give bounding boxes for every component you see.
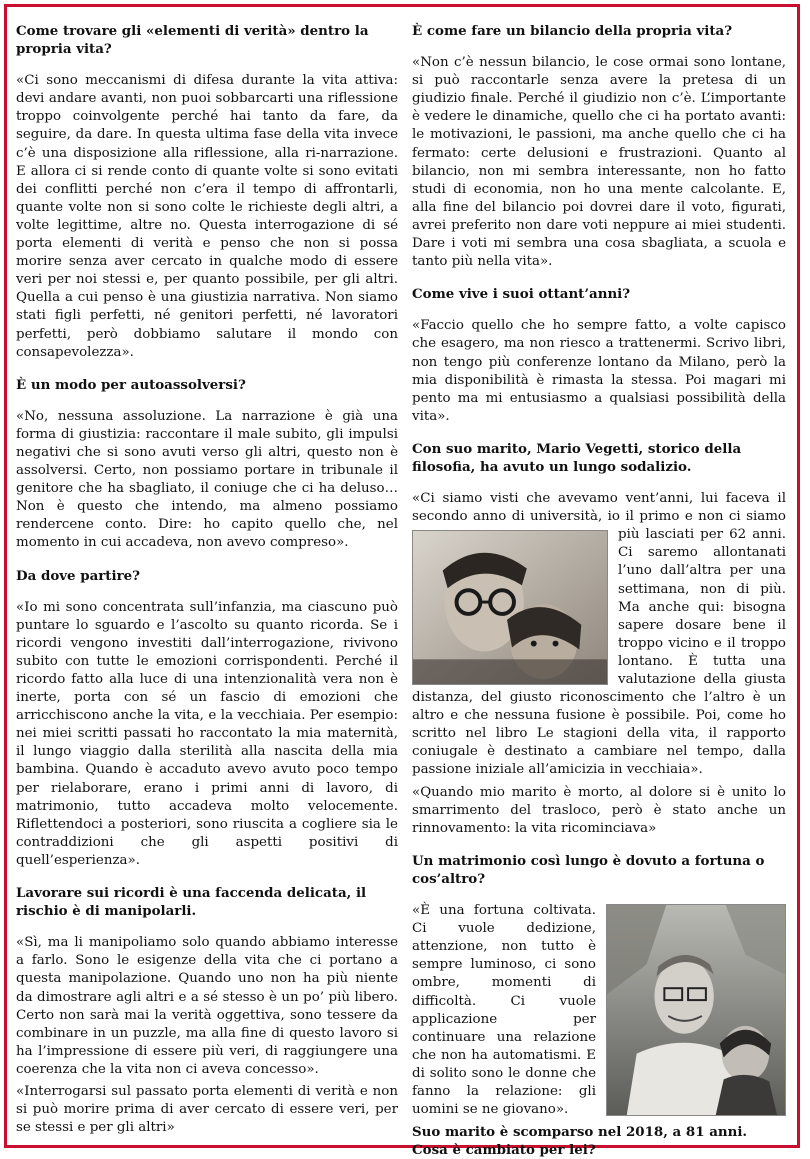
answer-paragraph: «Quando mio marito è morto, al dolore si è unito lo smarrimento del trasloco, però è stato anche un rinnovamento: la vita ricominciava»: [412, 784, 786, 836]
question-heading: Suo marito è scomparso nel 2018, a 81 anni. Cosa è cambiato per lei?: [412, 1124, 748, 1159]
right-column: [412, 22, 786, 1159]
answer-text: più lasciati per 62 anni. Ci saremo allontanati l’uno dall’altra per una settimana, non di più. Ma anche qui: bisogna sapere dosare bene il troppo vicino e il troppo lontano. È tutta una valutazione della giusta distanza, del giusto riconoscimento che l’altro è un altro e che nessuna fusione è possibile. Poi, come ho scritto nel libro Le stagioni della vita, il rapporto coniugale è destinato a cambiare nel tempo, dalla passione iniziale all’amicizia in vecchiaia».: [412, 527, 786, 778]
answer-text: «È una fortuna coltivata. Ci vuole dedizione, attenzione, non tutto è sempre luminoso, ci sono ombre, momenti di difficoltà. Ci vuole applicazione per continuare una relazione che non ha automatismi. E di solito sono le donne che fanno la relazione: gli uomini se ne giovano».: [412, 903, 596, 1118]
question-heading: Un matrimonio così lungo è dovuto a fortuna o cos’altro?: [412, 852, 765, 887]
answer-paragraph: «Ci sono meccanismi di difesa durante la vita attiva: devi andare avanti, non puoi sobbarcarti una riflessione troppo coinvolgente perché hai tanto da fare, da seguire, da dare. In questa ultima fase della vita invece c’è una disposizione alla riflessione, alla ri-narrazione. E allora ci si rende conto di quante volte si sono evitati dei conflitti perché non c’era il tempo di affrontarli, quante volte non si sono colte le richieste degli altri, a volte legittime, altre no. Questa interrogazione di sé porta elementi di verità e penso che non si possa morire senza aver cercato in qualche modo di essere veri per noi stessi e, per quanto possibile, per gli altri. Quella a cui penso è una giustizia narrativa. Non siamo stati figli perfetti, né genitori perfetti, né lavoratori perfetti, però dobbiamo salutare il mondo con consapevolezza».: [16, 73, 398, 360]
question-heading: È come fare un bilancio della propria vita?: [412, 23, 733, 39]
answer-paragraph: «Non c’è nessun bilancio, le cose ormai sono lontane, si può raccontarle senza avere la pretesa di un giudizio finale. Perché il giudizio non c’è. L’importante è vedere le dinamiche, quello che ci ha portato avanti: le motivazioni, le passioni, ma anche quello che ci ha fermato: certe delusioni e frustrazioni. Quanto al bilancio, non mi sembra interessante, non ho fatto studi di economia, non ho una mente calcolante. E, alla fine del bilancio poi dovrei dare il voto, figurati, avrei preferito non dare voti neppure ai miei studenti. Dare i voti mi sembra una cosa sbagliata, a scuola e tanto più nella vita».: [412, 55, 786, 270]
answer-paragraph: «No, nessuna assoluzione. La narrazione è già una forma di giustizia: raccontare il male subito, gli impulsi negativi che si sono avuti verso gli altri, questo non è assolversi. Certo, non possiamo portare in tribunale il genitore che ha sbagliato, il coniuge che ci ha deluso… Non è questo che intendo, ma almeno possiamo rendercene conto. Dire: ho capito quello che, nel momento in cui accadeva, non avevo compreso».: [16, 408, 398, 551]
question-heading: Con suo marito, Mario Vegetti, storico della filosofia, ha avuto un lungo sodalizio.: [412, 440, 742, 475]
answer-paragraph: [412, 490, 786, 780]
question-heading: Lavorare sui ricordi è una faccenda delicata, il rischio è di manipolarli.: [16, 885, 367, 920]
couple-older-photo: [606, 904, 786, 1116]
couple-young-photo: [412, 530, 608, 685]
answer-paragraph: «Io mi sono concentrata sull’infanzia, ma ciascuno può puntare lo sguardo e l’ascolto su quanto ricorda. Se i ricordi vengono investiti dall’interrogazione, rivivono subito con tutte le emozioni corrispondenti. Perché il ricordo fatto alla luce di una intenzionalità vera non è inerte, porta con sé un fascio di emozioni che arricchiscono anche la vita, e la vecchiaia. Per esempio: nei miei scritti passati ho raccontato la mia maternità, il lungo viaggio dalla sterilità alla nascita della mia bambina. Quando è accaduto avevo avuto poco tempo per rielaborare, erano i primi anni di lavoro, di matrimonio, tutto accadeva molto velocemente. Riflettendoci a posteriori, sono riuscita a cogliere sia le contraddizioni che gli aspetti positivi di quell’esperienza».: [16, 599, 398, 868]
answer-text: «Ci siamo visti che avevamo vent’anni, lui faceva il secondo anno di università, io il primo e non ci siamo: [412, 491, 786, 525]
question-heading: È un modo per autoassolversi?: [16, 376, 246, 393]
answer-paragraph: «Sì, ma li manipoliamo solo quando abbiamo interesse a farlo. Sono le esigenze della vita che ci portano a questa manipolazione. Quando uno non ha più niente da dimostrare agli altri e a sé stesso è un po’ più libero. Certo non sarà mai la verità oggettiva, sono tessere da combinare in un puzzle, ma alla fine di questo lavoro si ha l’impressione di essere più veri, di raggiungere una coerenza che la vita non ci aveva concesso».: [16, 935, 398, 1077]
answer-paragraph: «Faccio quello che ho sempre fatto, a volte capisco che esagero, ma non riesco a trattenermi. Scrivo libri, non tengo più conferenze lontano da Milano, però la mia disponibilità è rimasta la stessa. Poi magari mi pento ma mi entusiasmo a qualsiasi possibilità della vita».: [412, 318, 786, 424]
question-heading: Da dove partire?: [16, 567, 140, 584]
question-heading: Come vive i suoi ottant’anni?: [412, 286, 631, 303]
left-column: [16, 22, 398, 1137]
answer-paragraph: [412, 902, 786, 1119]
answer-paragraph: «Interrogarsi sul passato porta elementi di verità e non si può morire prima di aver cercato di essere veri, per se stessi e per gli altri»: [16, 1083, 398, 1136]
question-heading: Come trovare gli «elementi di verità» dentro la propria vita?: [16, 23, 369, 58]
